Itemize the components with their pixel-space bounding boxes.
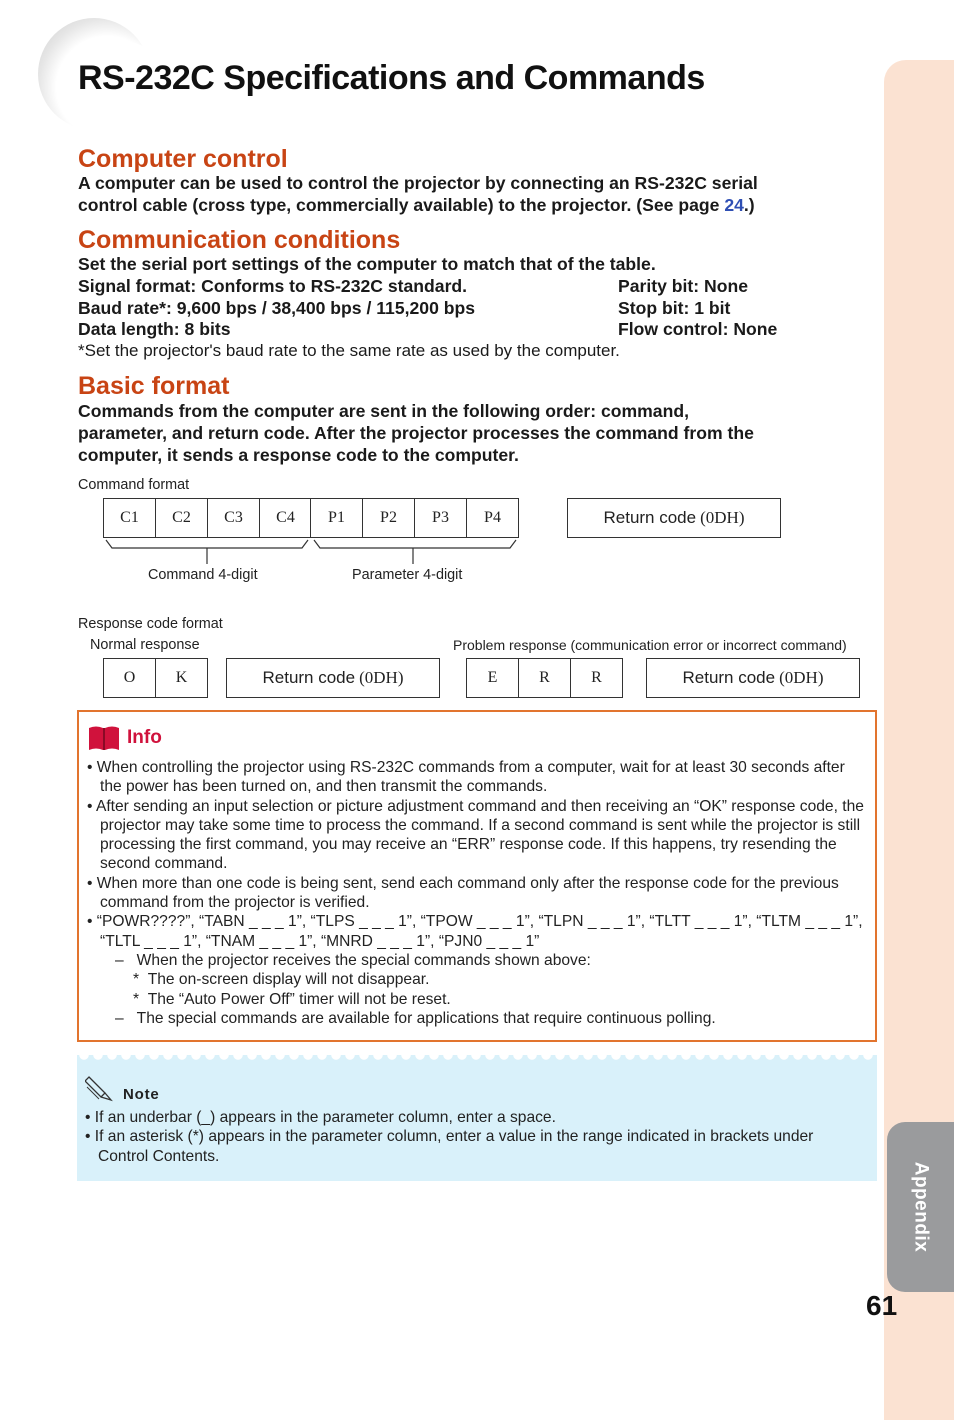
computer-control-line2-post: .) [743, 195, 755, 215]
command-return-code-box [567, 498, 781, 538]
basic-format-line: Commands from the computer are sent in the following order: command, [78, 401, 689, 421]
response-cell: K [175, 669, 188, 686]
parameter-cell: P1 [311, 499, 363, 537]
basic-format-heading: Basic format [78, 372, 230, 400]
format-braces [100, 538, 522, 568]
return-code-label: Return code [682, 668, 776, 687]
computer-control-heading: Computer control [78, 145, 288, 173]
command-brace [106, 540, 308, 564]
command-cell: C2 [156, 499, 208, 537]
page-title: RS-232C Specifications and Commands [78, 59, 705, 97]
response-cell: R [519, 659, 571, 697]
problem-response-label: Problem response (communication error or incorrect command) [453, 637, 847, 653]
info-bullet-text: “POWR????”, “TABN _ _ _ 1”, “TLPS _ _ _ 1”, “TPOW _ _ _ 1”, “TLPN _ _ _ 1”, “TLTT _ _ _ 1”, “TLTM _ _ _ 1”, “TLTL _ _ _ 1”, “TNAM _ _ _ 1”, “MNRD _ _ _ 1”, “PJN0 _ _ _ 1” [96, 913, 863, 950]
setting-left-0: Signal format: Conforms to RS-232C standard. [78, 276, 468, 296]
return-code-label: Return code [262, 668, 356, 687]
return-code-value: (0DH) [359, 668, 404, 687]
page-number: 61 [866, 1290, 898, 1321]
info-subsubitem: * The “Auto Power Off” timer will not be reset. [133, 990, 451, 1008]
command-format-label: Command format [78, 477, 190, 493]
info-subsubitem-text: The “Auto Power Off” timer will not be reset. [147, 990, 451, 1008]
response-cell: E [467, 659, 519, 697]
note-heading: Note [123, 1086, 160, 1103]
parameter-brace [314, 540, 516, 564]
normal-response-cells [103, 658, 208, 698]
info-heading: Info [127, 727, 162, 748]
command-brace-label: Command 4-digit [148, 567, 258, 583]
return-code-value: (0DH) [779, 668, 824, 687]
response-format-label: Response code format [78, 616, 223, 632]
note-header [85, 1073, 160, 1103]
command-cell: C4 [276, 509, 295, 526]
note-box [77, 1055, 877, 1181]
setting-left-2: Data length: 8 bits [78, 319, 231, 339]
info-bullet-text: After sending an input selection or picture adjustment command and then receiving an “OK” response code, the projector may take some time to process the command. If a second command is sent while the projector is still processing the first command, you may receive an “ERR” response code. If this happens, try resending the second command. [95, 797, 864, 873]
problem-return-code-box [646, 658, 860, 698]
communication-intro: Set the serial port settings of the computer to match that of the table. [78, 254, 656, 274]
computer-control-line2-pre: control cable (cross type, commercially available) to the projector. (See page [78, 195, 725, 215]
basic-format-line: computer, it sends a response code to the computer. [78, 445, 519, 465]
info-subitem: – When the projector receives the special commands shown above: [115, 951, 591, 969]
baud-footnote: *Set the projector's baud rate to the same rate as used by the computer. [78, 341, 620, 360]
appendix-tab-label-wrap [887, 1122, 954, 1292]
command-cell: C3 [208, 499, 260, 537]
response-cell: O [104, 659, 156, 697]
info-list [87, 758, 867, 1028]
info-header [87, 724, 162, 752]
command-cells-group [103, 498, 312, 538]
note-bullet-text: If an underbar (_) appears in the parameter column, enter a space. [94, 1109, 556, 1126]
normal-response-label: Normal response [90, 637, 200, 653]
setting-right-2: Flow control: None [618, 319, 778, 339]
parameter-cell: P4 [484, 509, 501, 526]
book-icon [87, 724, 121, 752]
info-bullet-text: When controlling the projector using RS-232C commands from a computer, wait for at least 30 seconds after the power has been turned on, and then transmit the commands. [96, 759, 845, 796]
parameter-cell: P3 [415, 499, 467, 537]
info-bullet: • “POWR????”, “TABN _ _ _ 1”, “TLPS _ _ _ 1”, “TPOW _ _ _ 1”, “TLPN _ _ _ 1”, “TLTT _ _ _ 1”, “TLTM _ _ _ 1”, “TLTL _ _ _ 1”, “TNAM _ _ _ 1”, “MNRD _ _ _ 1”, “PJN0 _ _ _ 1” [87, 913, 863, 950]
parameter-cells-group [310, 498, 519, 538]
computer-control-line1: A computer can be used to control the projector by connecting an RS-232C serial [78, 173, 758, 193]
pencil-icon [85, 1073, 121, 1103]
info-box [77, 710, 877, 1042]
setting-left-1: Baud rate*: 9,600 bps / 38,400 bps / 115,200 bps [78, 298, 476, 318]
return-code-label: Return code [603, 508, 697, 527]
page-reference-link[interactable]: 24 [724, 195, 744, 215]
info-subitem-text: The special commands are available for applications that require continuous polling. [136, 1009, 716, 1027]
info-subsubitem: * The on-screen display will not disappear. [133, 971, 430, 989]
return-code-value: (0DH) [700, 508, 745, 527]
info-bullet: • When controlling the projector using RS-232C commands from a computer, wait for at least 30 seconds after the power has been turned on, and then transmit the commands. [87, 759, 845, 796]
note-list [85, 1108, 865, 1166]
parameter-brace-label: Parameter 4-digit [352, 567, 463, 583]
note-bullet-text: If an asterisk (*) appears in the parameter column, enter a value in the range indicated in brackets under Control Contents. [94, 1128, 814, 1165]
note-bullet: • If an asterisk (*) appears in the parameter column, enter a value in the range indicated in brackets under Control Contents. [85, 1128, 814, 1165]
info-subitem-text: When the projector receives the special commands shown above: [136, 951, 591, 969]
setting-right-1: Stop bit: 1 bit [618, 298, 731, 318]
problem-response-cells [466, 658, 623, 698]
info-bullet: • When more than one code is being sent, send each command only after the response code for the previous command from the projector is verified. [87, 874, 839, 912]
computer-control-line2 [78, 194, 868, 216]
setting-right-0: Parity bit: None [618, 276, 749, 296]
note-bullet: • If an underbar (_) appears in the parameter column, enter a space. [85, 1109, 556, 1126]
communication-heading: Communication conditions [78, 226, 401, 254]
basic-format-line: parameter, and return code. After the projector processes the command from the [78, 423, 754, 443]
info-subitem: – The special commands are available for applications that require continuous polling. [115, 1009, 716, 1027]
parameter-cell: P2 [363, 499, 415, 537]
appendix-tab-label: Appendix [910, 1161, 932, 1253]
info-bullet: • After sending an input selection or picture adjustment command and then receiving an “OK” response code, the projector may take some time to process the command. If a second command is sent while the projector is still processing the first command, you may receive an “ERR” response code. If this happens, try resending the second command. [87, 797, 864, 873]
basic-format-text [78, 400, 868, 466]
normal-return-code-box [226, 658, 440, 698]
command-cell: C1 [104, 499, 156, 537]
note-scallop-border [77, 1055, 877, 1065]
computer-control-text [78, 172, 868, 216]
info-subsubitem-text: The on-screen display will not disappear. [147, 971, 430, 989]
response-cell: R [591, 669, 602, 686]
info-bullet-text: When more than one code is being sent, send each command only after the response code for the previous command from the projector is verified. [96, 874, 839, 912]
